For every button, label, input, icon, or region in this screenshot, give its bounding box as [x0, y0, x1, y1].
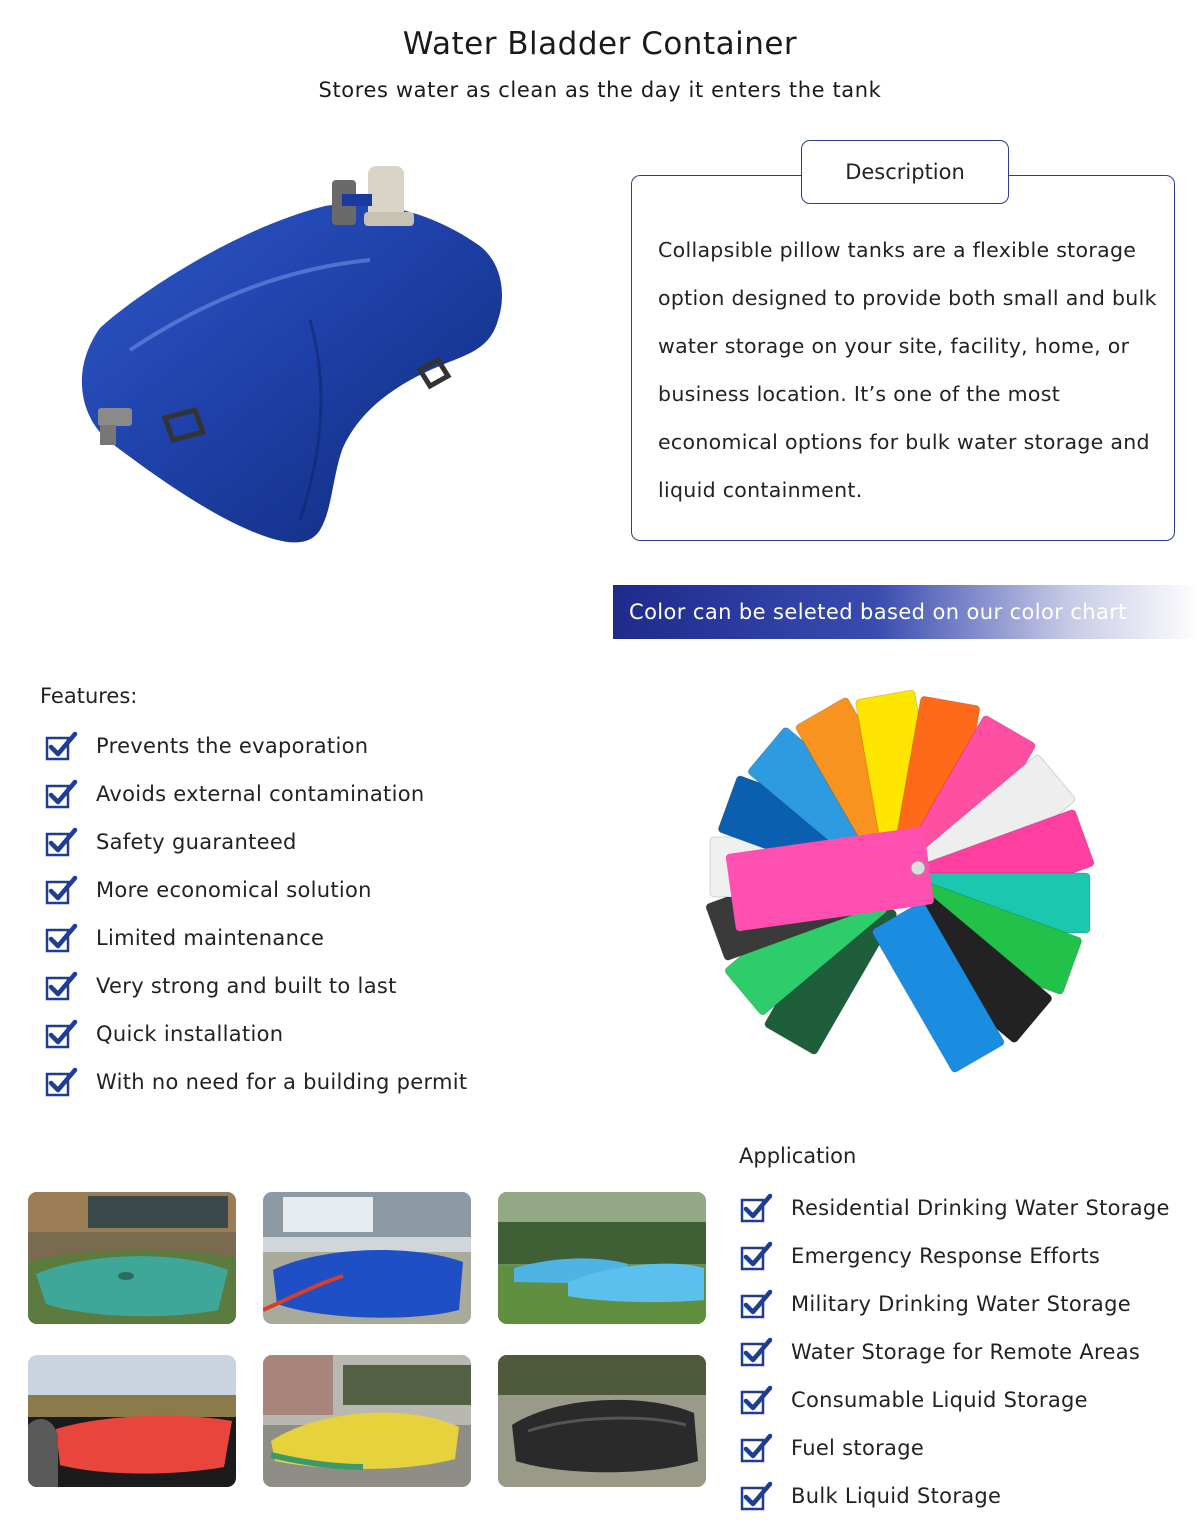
application-item: [739, 1328, 1170, 1376]
checkbox-checked-icon: [739, 1385, 773, 1415]
checkbox-checked-icon: [44, 1019, 78, 1049]
swatch-ring-hole: [911, 861, 925, 875]
feature-label: Limited maintenance: [96, 926, 325, 950]
checkbox-checked-icon: [44, 1067, 78, 1097]
checkbox-checked-icon: [739, 1481, 773, 1511]
checkbox-checked-icon: [44, 779, 78, 809]
checkbox-checked-icon: [739, 1241, 773, 1271]
checkbox-checked-icon: [44, 827, 78, 857]
checkbox-checked-icon: [739, 1193, 773, 1223]
feature-label: Safety guaranteed: [96, 830, 297, 854]
application-label: Emergency Response Efforts: [791, 1244, 1101, 1268]
feature-label: Prevents the evaporation: [96, 734, 369, 758]
feature-item: [44, 962, 467, 1010]
feature-label: Avoids external contamination: [96, 782, 425, 806]
application-item: [739, 1184, 1170, 1232]
application-item: [739, 1280, 1170, 1328]
feature-item: [44, 914, 467, 962]
application-photo-blue-tank: [263, 1192, 471, 1324]
features-title: Features:: [40, 684, 138, 708]
checkbox-checked-icon: [739, 1337, 773, 1367]
application-photo-green-tank: [28, 1192, 236, 1324]
feature-label: Very strong and built to last: [96, 974, 397, 998]
application-item: [739, 1424, 1170, 1472]
application-photo-black-tank: [498, 1355, 706, 1487]
feature-label: More economical solution: [96, 878, 372, 902]
application-item: [739, 1472, 1170, 1520]
water-bladder-image: [70, 150, 520, 560]
description-text: Collapsible pillow tanks are a flexible storage option designed to provide both small and bulk water storage on your site, facility, home, or business location. It’s one of the most economical options for bulk water storage and liquid containment.: [658, 238, 1157, 502]
application-title: Application: [739, 1144, 857, 1168]
application-label: Consumable Liquid Storage: [791, 1388, 1088, 1412]
checkbox-checked-icon: [739, 1433, 773, 1463]
feature-item: [44, 722, 467, 770]
checkbox-checked-icon: [739, 1289, 773, 1319]
feature-item: [44, 1010, 467, 1058]
application-label: Water Storage for Remote Areas: [791, 1340, 1141, 1364]
feature-label: With no need for a building permit: [96, 1070, 468, 1094]
application-list: [739, 1184, 1170, 1520]
feature-label: Quick installation: [96, 1022, 284, 1046]
application-item: [739, 1232, 1170, 1280]
feature-item: [44, 770, 467, 818]
checkbox-checked-icon: [44, 875, 78, 905]
page-subtitle: Stores water as clean as the day it enters the tank: [318, 78, 882, 102]
feature-item: [44, 866, 467, 914]
application-item: [739, 1376, 1170, 1424]
application-photo-yellow-tank: [263, 1355, 471, 1487]
color-chart-banner: Color can be seleted based on our color chart: [613, 585, 1200, 639]
application-photo-red-tank: [28, 1355, 236, 1487]
feature-item: [44, 1058, 467, 1106]
features-list: [44, 722, 467, 1106]
application-label: Residential Drinking Water Storage: [791, 1196, 1170, 1220]
application-photo-light-blue-tank: [498, 1192, 706, 1324]
application-label: Military Drinking Water Storage: [791, 1292, 1131, 1316]
checkbox-checked-icon: [44, 971, 78, 1001]
feature-item: [44, 818, 467, 866]
page-title: Water Bladder Container: [402, 26, 798, 62]
application-label: Bulk Liquid Storage: [791, 1484, 1002, 1508]
application-label: Fuel storage: [791, 1436, 925, 1460]
color-swatch-fan-image: [700, 690, 1100, 1080]
checkbox-checked-icon: [44, 731, 78, 761]
checkbox-checked-icon: [44, 923, 78, 953]
description-heading: Description: [801, 140, 1009, 204]
